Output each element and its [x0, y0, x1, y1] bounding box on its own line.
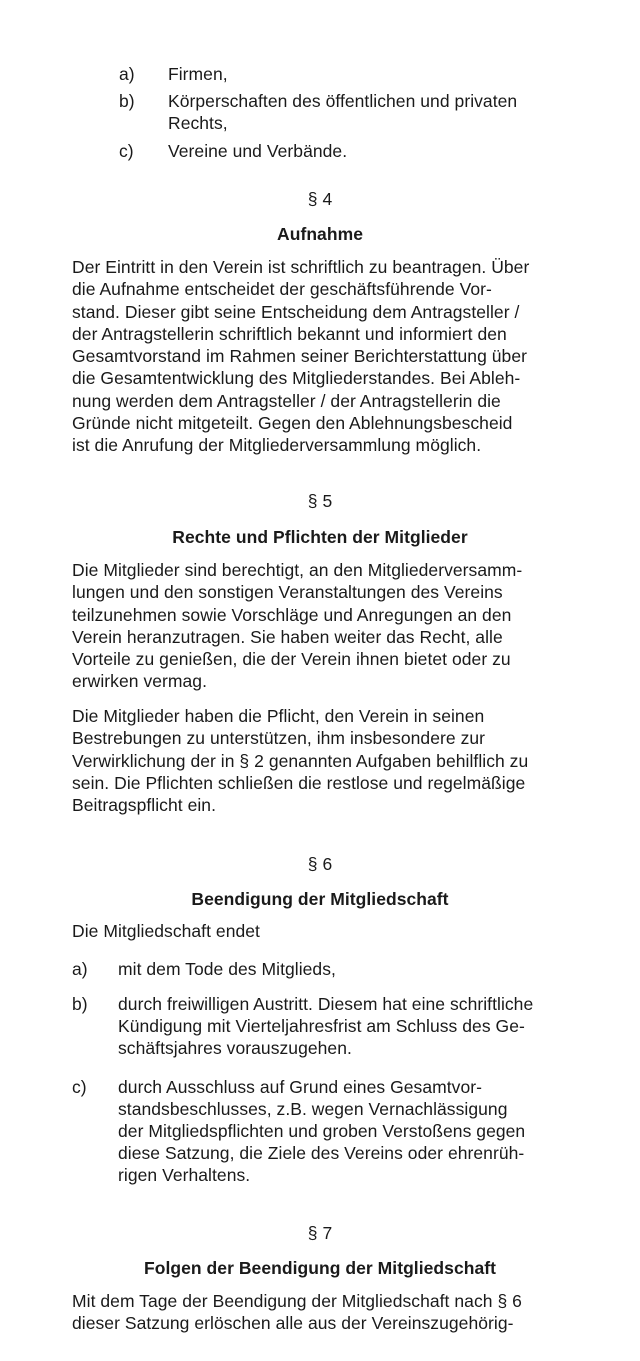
list-item-text: Körperschaften des öffentlichen und privaten — [168, 91, 518, 111]
section-5-paragraph-2 — [72, 705, 582, 816]
section-5-paragraph-1 — [72, 559, 582, 693]
section-6-intro: Die Mitgliedschaft endet — [72, 921, 260, 941]
list-marker: b) — [72, 994, 88, 1014]
paragraph-line: Gründe nicht mitgeteilt. Gegen den Ablehnungsbescheid — [72, 413, 513, 434]
paragraph-line: Vorteile zu genießen, die der Verein ihnen bietet oder zu — [72, 649, 511, 670]
paragraph-line: Verein heranzutragen. Sie haben weiter das Recht, alle — [72, 626, 503, 647]
list-item-tod — [72, 958, 582, 982]
list-item-text: schäftsjahres vorauszugehen. — [118, 1038, 352, 1058]
section-7-number: § 7 — [307, 1223, 333, 1243]
paragraph-line: der Antragstellerin schriftlich bekannt und informiert den — [72, 323, 507, 344]
section-6-title: Beendigung der Mitgliedschaft — [191, 889, 449, 909]
section-7-paragraph — [72, 1290, 582, 1335]
list-item-text: durch freiwilligen Austritt. Diesem hat eine schriftliche — [118, 994, 534, 1014]
section-4-paragraph — [72, 256, 582, 457]
list-marker: c) — [72, 1077, 87, 1097]
list-item-text: Rechts, — [168, 113, 228, 133]
paragraph-line: nung werden dem Antragsteller / der Antragstellerin die — [72, 390, 501, 411]
list-item-text: Kündigung mit Vierteljahresfrist am Schluss des Ge- — [118, 1016, 525, 1036]
list-item-ausschluss — [72, 1076, 582, 1188]
list-item-text: diese Satzung, die Ziele des Vereins oder ehrenrüh- — [118, 1143, 525, 1163]
list-item-firmen — [119, 63, 579, 87]
list-item-text: mit dem Tode des Mitglieds, — [118, 959, 336, 979]
list-item-text: rigen Verhaltens. — [118, 1165, 251, 1185]
section-7-title: Folgen der Beendigung der Mitgliedschaft — [143, 1258, 497, 1278]
paragraph-line: Gesamtvorstand im Rahmen seiner Berichterstattung über — [72, 346, 527, 367]
section-4-number: § 4 — [307, 189, 333, 209]
list-marker: b) — [119, 91, 135, 111]
section-5-title: Rechte und Pflichten der Mitglieder — [172, 527, 468, 547]
paragraph-line: lungen und den sonstigen Veranstaltungen des Vereins — [72, 582, 503, 603]
paragraph-line: Die Mitglieder haben die Pflicht, den Verein in seinen — [72, 706, 485, 726]
list-item-text: der Mitgliedspflichten und groben Verstoßens gegen — [118, 1121, 526, 1141]
list-item-koerperschaften — [119, 90, 579, 136]
paragraph-line: stand. Dieser gibt seine Entscheidung dem Antragsteller / — [72, 301, 520, 322]
list-item-text: durch Ausschluss auf Grund eines Gesamtvor- — [118, 1077, 482, 1097]
list-item-text: standsbeschlusses, z.B. wegen Vernachlässigung — [118, 1099, 508, 1119]
section-4-title: Aufnahme — [277, 224, 363, 244]
paragraph-line: Die Mitglieder sind berechtigt, an den Mitgliederversamm- — [72, 560, 523, 580]
paragraph-line: sein. Die Pflichten schließen die restlose und regelmäßige — [72, 772, 526, 793]
section-5-number: § 5 — [307, 491, 333, 511]
list-marker: c) — [119, 141, 134, 161]
paragraph-line: erwirken vermag. — [72, 671, 208, 692]
paragraph-line: teilzunehmen sowie Vorschläge und Anregungen an den — [72, 604, 512, 625]
paragraph-line: Beitragspflicht ein. — [72, 795, 216, 816]
paragraph-line: Verwirklichung der in § 2 genannten Aufgaben behilflich zu — [72, 750, 529, 771]
paragraph-line: Bestrebungen zu unterstützen, ihm insbesondere zur — [72, 728, 486, 749]
list-item-austritt — [72, 993, 582, 1061]
list-item-text: Firmen, — [168, 64, 228, 84]
paragraph-line: die Aufnahme entscheidet der geschäftsführende Vor- — [72, 279, 492, 300]
list-item-text: Vereine und Verbände. — [168, 141, 348, 161]
section-6-number: § 6 — [307, 854, 333, 874]
list-marker: a) — [72, 959, 88, 979]
paragraph-line: dieser Satzung erlöschen alle aus der Vereinszugehörig- — [72, 1313, 514, 1334]
list-item-vereine — [119, 140, 579, 164]
paragraph-line: Der Eintritt in den Verein ist schriftlich zu beantragen. Über — [72, 257, 530, 277]
paragraph-line: die Gesamtentwicklung des Mitgliederstandes. Bei Ableh- — [72, 368, 521, 389]
paragraph-line: Mit dem Tage der Beendigung der Mitgliedschaft nach § 6 — [72, 1291, 522, 1311]
paragraph-line: ist die Anrufung der Mitgliederversammlung möglich. — [72, 435, 482, 456]
list-marker: a) — [119, 64, 135, 84]
